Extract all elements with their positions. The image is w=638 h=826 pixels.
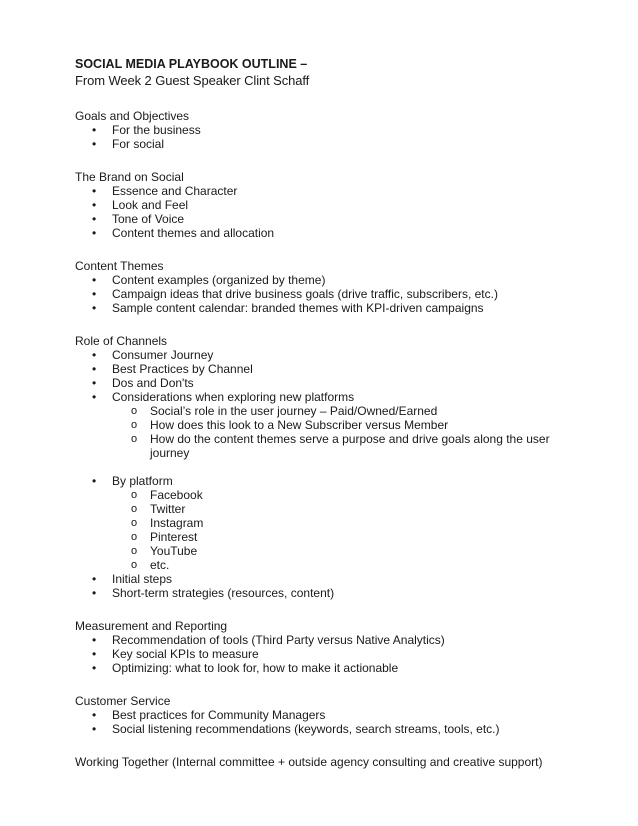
section-heading: Content Themes bbox=[75, 259, 164, 273]
list-item bbox=[75, 198, 615, 212]
list-item-text: Optimizing: what to look for, how to make it actionable bbox=[112, 661, 399, 675]
list-item bbox=[75, 586, 615, 600]
list-item bbox=[75, 708, 615, 722]
sub-list-item bbox=[112, 432, 615, 460]
bullet-list bbox=[75, 348, 615, 600]
list-item-text: Essence and Character bbox=[112, 184, 238, 198]
platform-name: YouTube bbox=[150, 544, 198, 558]
sub-bullet-icon: o bbox=[131, 517, 138, 529]
sub-list-item bbox=[112, 488, 615, 502]
sub-list-item bbox=[112, 404, 615, 418]
list-item-text: Initial steps bbox=[112, 572, 173, 586]
sub-list-item bbox=[112, 418, 615, 432]
list-item bbox=[75, 123, 615, 137]
list-item-text: Campaign ideas that drive business goals (drive traffic, subscribers, etc.) bbox=[112, 287, 498, 301]
list-item bbox=[75, 273, 615, 287]
bullet-icon: • bbox=[92, 586, 97, 600]
list-item-text: Best Practices by Channel bbox=[112, 362, 253, 376]
bullet-icon: • bbox=[92, 708, 97, 722]
bullet-icon: • bbox=[92, 647, 97, 661]
document-page bbox=[75, 56, 615, 769]
list-item-text: By platform bbox=[112, 474, 173, 488]
platform-name: Instagram bbox=[150, 516, 204, 530]
bullet-list bbox=[75, 123, 615, 151]
sub-bullet-icon: o bbox=[131, 503, 138, 515]
sub-list-item bbox=[112, 558, 615, 572]
list-item bbox=[75, 212, 615, 226]
section-heading: Role of Channels bbox=[75, 334, 168, 348]
list-item bbox=[75, 633, 615, 647]
sub-list-item bbox=[112, 502, 615, 516]
sub-list-item-text: How do the content themes serve a purpose and drive goals along the user journey bbox=[150, 432, 550, 460]
list-item-text: Considerations when exploring new platforms bbox=[112, 390, 355, 404]
sub-list-item-text: How does this look to a New Subscriber versus Member bbox=[150, 418, 449, 432]
platform-name: Twitter bbox=[150, 502, 186, 516]
bullet-icon: • bbox=[92, 137, 97, 151]
sub-bullet-icon: o bbox=[131, 531, 138, 543]
bullet-icon: • bbox=[92, 348, 97, 362]
list-item-text: Tone of Voice bbox=[112, 212, 185, 226]
list-item bbox=[75, 722, 615, 736]
list-item bbox=[75, 184, 615, 198]
bullet-icon: • bbox=[92, 376, 97, 390]
list-item-text: Look and Feel bbox=[112, 198, 189, 212]
list-item bbox=[75, 474, 615, 572]
bullet-icon: • bbox=[92, 572, 97, 586]
platform-name: Pinterest bbox=[150, 530, 198, 544]
list-item-text: Sample content calendar: branded themes with KPI-driven campaigns bbox=[112, 301, 484, 315]
section-heading: Working Together (Internal committee + outside agency consulting and creative support) bbox=[75, 755, 543, 769]
bullet-list bbox=[75, 273, 615, 315]
document-subtitle: From Week 2 Guest Speaker Clint Schaff bbox=[75, 73, 310, 88]
list-item bbox=[75, 348, 615, 362]
platform-name: etc. bbox=[150, 558, 170, 572]
list-item-text: Content examples (organized by theme) bbox=[112, 273, 326, 287]
list-item bbox=[75, 661, 615, 675]
bullet-icon: • bbox=[92, 474, 97, 488]
bullet-icon: • bbox=[92, 123, 97, 137]
bullet-icon: • bbox=[92, 722, 97, 736]
sub-bullet-icon: o bbox=[131, 419, 138, 431]
bullet-icon: • bbox=[92, 184, 97, 198]
sub-bullet-icon: o bbox=[131, 559, 138, 571]
bullet-icon: • bbox=[92, 212, 97, 226]
list-item bbox=[75, 647, 615, 661]
list-item-text: Key social KPIs to measure bbox=[112, 647, 259, 661]
list-item bbox=[75, 301, 615, 315]
section-content-themes bbox=[75, 259, 615, 315]
list-item-text: Recommendation of tools (Third Party versus Native Analytics) bbox=[112, 633, 445, 647]
section-goals bbox=[75, 109, 615, 151]
bullet-icon: • bbox=[92, 287, 97, 301]
bullet-icon: • bbox=[92, 661, 97, 675]
sub-bullet-icon: o bbox=[131, 545, 138, 557]
section-measurement bbox=[75, 619, 615, 675]
sub-list-item bbox=[112, 516, 615, 530]
sub-bullet-list bbox=[112, 404, 615, 460]
list-item-text: For social bbox=[112, 137, 165, 151]
platform-list bbox=[112, 488, 615, 572]
section-heading: Measurement and Reporting bbox=[75, 619, 228, 633]
list-item bbox=[75, 376, 615, 390]
section-customer-service bbox=[75, 694, 615, 736]
list-item-text: Consumer Journey bbox=[112, 348, 214, 362]
bullet-icon: • bbox=[92, 633, 97, 647]
section-working-together bbox=[75, 755, 615, 769]
list-item-text: Content themes and allocation bbox=[112, 226, 275, 240]
sub-bullet-icon: o bbox=[131, 433, 138, 445]
section-heading: Goals and Objectives bbox=[75, 109, 190, 123]
platform-name: Facebook bbox=[150, 488, 203, 502]
list-item bbox=[75, 287, 615, 301]
section-heading: The Brand on Social bbox=[75, 170, 184, 184]
section-heading: Customer Service bbox=[75, 694, 171, 708]
bullet-icon: • bbox=[92, 301, 97, 315]
list-item bbox=[75, 362, 615, 376]
list-item-text: Best practices for Community Managers bbox=[112, 708, 326, 722]
sub-list-item bbox=[112, 530, 615, 544]
list-item bbox=[75, 390, 615, 460]
list-item-text: Dos and Don'ts bbox=[112, 376, 194, 390]
bullet-list bbox=[75, 708, 615, 736]
list-item bbox=[75, 137, 615, 151]
section-channels bbox=[75, 334, 615, 600]
sub-bullet-icon: o bbox=[131, 489, 138, 501]
bullet-icon: • bbox=[92, 362, 97, 376]
list-item bbox=[75, 572, 615, 586]
list-item-text: Short-term strategies (resources, content) bbox=[112, 586, 335, 600]
document-title: SOCIAL MEDIA PLAYBOOK OUTLINE – bbox=[75, 57, 308, 71]
list-item-text: For the business bbox=[112, 123, 201, 137]
bullet-list bbox=[75, 633, 615, 675]
list-item-text: Social listening recommendations (keywords, search streams, tools, etc.) bbox=[112, 722, 500, 736]
bullet-icon: • bbox=[92, 226, 97, 240]
sub-list-item-text: Social’s role in the user journey – Paid/Owned/Earned bbox=[150, 404, 438, 418]
bullet-icon: • bbox=[92, 198, 97, 212]
bullet-list bbox=[75, 184, 615, 240]
section-brand bbox=[75, 170, 615, 240]
sub-bullet-icon: o bbox=[131, 405, 138, 417]
sub-list-item bbox=[112, 544, 615, 558]
bullet-icon: • bbox=[92, 390, 97, 404]
list-item bbox=[75, 226, 615, 240]
bullet-icon: • bbox=[92, 273, 97, 287]
